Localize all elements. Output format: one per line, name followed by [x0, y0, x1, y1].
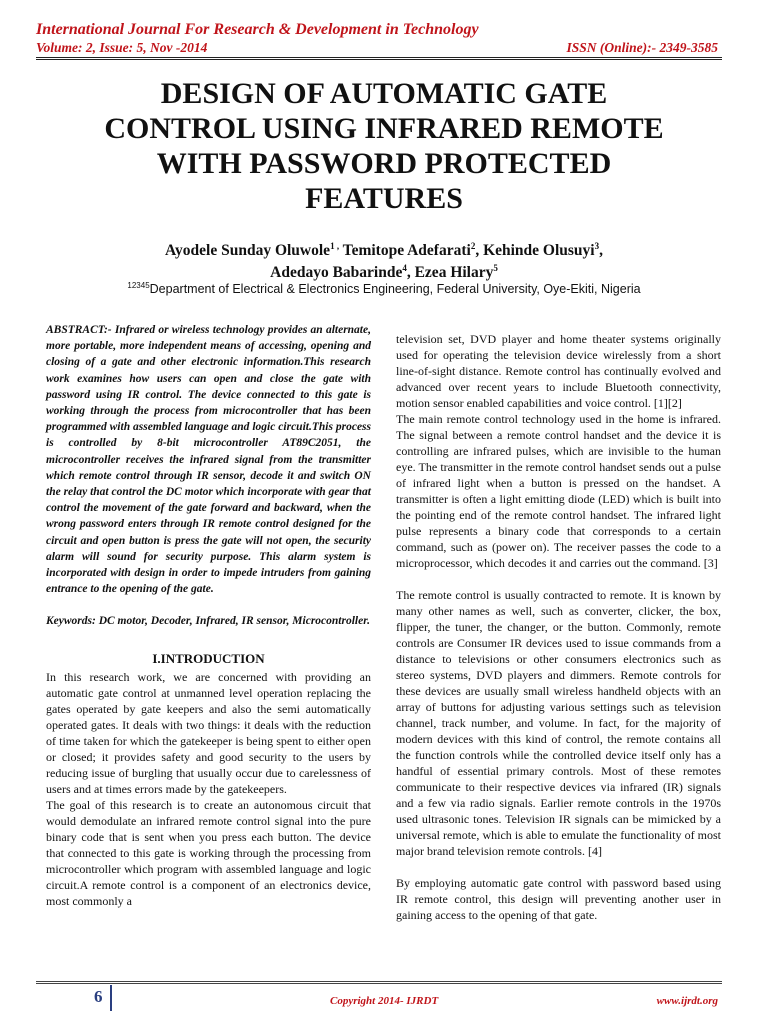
journal-name: International Journal For Research & Development in Technology: [36, 21, 479, 38]
paper-title: [60, 76, 708, 216]
header-divider: [36, 57, 722, 58]
affiliation-text: Department of Electrical & Electronics Engineering, Federal University, Oye-Ekiti, Nigeria: [149, 282, 641, 296]
issn: ISSN (Online):- 2349-3585: [566, 40, 718, 55]
author-separator: ,: [599, 242, 603, 259]
author-name: Temitope Adefarati: [339, 242, 471, 259]
author-affiliation-mark: 3: [594, 241, 600, 251]
page-number: 6: [94, 987, 103, 1006]
author-affiliation-mark: 5: [493, 263, 498, 273]
abstract: ABSTRACT:- Infrared or wireless technology provides an alternate, more portable, more independent means of accessing, opening and closing of a gate and other electronic information.This research work examines how users can open and close the gate with password using IR control. The device connected to this gate is working through the process from microcontroller that has been programmed with assembled language and logic circuit.This process is controlled by 8-bit microcontroller AT89C2051, the microcontroller receives the infrared signal from the transmitter which remote control through IR sensor, decode it and switch ON the relay that control the DC motor which incorporate with gear that control the movement of the gate forward and backward, when the wrong password enters through IR remote control designed for the circuit and open button is press the gate will not open, the security alarm will sound for security purpose. This alarm system is incorporated with design in order to impede intruders from gaining entrance to the opening of the gate.: [46, 324, 371, 596]
footer-divider-secondary: [36, 983, 722, 984]
keywords: Keywords: DC motor, Decoder, Infrared, IR sensor, Microcontroller.: [46, 615, 370, 628]
right-column: [396, 331, 721, 923]
volume-issue: Volume: 2, Issue: 5, Nov -2014: [36, 40, 208, 55]
body-paragraph: The main remote control technology used in the home is infrared. The signal between a remote control handset and the device it is controlling are infrared pulses, which are invisible to the human eye. The transmitter in the remote control handset sends out a pulse of infrared light when a button is pressed on the handset. A transmitter is often a light emitting diode (LED) which is built into the pointing end of the remote control handset. The infrared light pulse represents a binary code that corresponds to a certain command, such as (power on). The receiver passes the code to a microprocessor, which decodes it and carries out the command. [3]: [396, 412, 721, 570]
journal-website: www.ijrdt.org: [656, 995, 718, 1007]
body-paragraph: The remote control is usually contracted to remote. It is known by many other names as well, such as converter, clicker, the box, flipper, the tuner, the changer, or the button. Commonly, remote controls are Consumer IR devices used to issue commands from a distance to televisions or other consumers electronics such as stereo systems, DVD players and dimmers. Remote controls for these devices are usually small wireless handheld objects with an array of buttons for adjusting various settings such as television channel, track number, and volume. In fact, for the majority of modern devices with this kind of control, the remote contains all the function controls while the controlled device itself only has a handful of essential primary controls. Most of these remotes communicate to their respective devices via infrared (IR) signals and a few via radio signals. Earlier remote controls in the 1970s used ultrasonic tones. Television IR signals can be mimicked by a universal remote, which is able to emulate the functionality of most major brand television remote controls. [4]: [396, 588, 721, 858]
author-affiliation-mark: 1 ,: [330, 241, 340, 251]
body-paragraph: In this research work, we are concerned with providing an automatic gate control at unmanned level operation replacing the gates operated by gate keepers and also the semi automatically operated gates. It deals with two things: it deals with the reduction of time taken for which the gatekeeper is being spent to either open or closed; it provides safety and good security to the users by reducing issue of burgling that usually occur due to carelessness of users and at times errors made by the gatekeepers.: [46, 669, 371, 796]
affiliation: [60, 282, 708, 296]
author-name: , Kehinde Olusuyi: [475, 242, 595, 259]
affiliation-mark: 12345: [127, 281, 150, 290]
body-paragraph: The goal of this research is to create an autonomous circuit that would demodulate an infrared remote control signal into the pure binary code that is sent when you press each button. The device that connected to this gate is working through the processing from microcontroller which program with assembled language and logic circuit.A remote control is a component of an electronics device, most commonly a: [46, 797, 371, 908]
page-number-bar: [110, 985, 112, 1011]
copyright-notice: Copyright 2014- IJRDT: [330, 995, 439, 1007]
author-name: Adedayo Babarinde: [270, 264, 403, 281]
title-line: DESIGN OF AUTOMATIC GATE: [160, 77, 608, 110]
author-line-2: [60, 262, 708, 284]
footer-divider: [36, 981, 722, 982]
title-line: WITH PASSWORD PROTECTED: [156, 147, 612, 180]
author-affiliation-mark: 2: [470, 241, 476, 251]
author-name: , Ezea Hilary: [406, 264, 494, 281]
author-line-1: [60, 240, 708, 262]
author-affiliation-mark: 4: [402, 263, 407, 273]
author-name: Ayodele Sunday Oluwole: [164, 242, 331, 259]
header-divider-secondary: [36, 59, 722, 60]
section-heading: I.INTRODUCTION: [152, 650, 265, 666]
title-line: CONTROL USING INFRARED REMOTE: [104, 112, 664, 145]
author-list: [60, 240, 708, 284]
body-paragraph: By employing automatic gate control with password based using IR remote control, this design will preventing another user in gaining access to the opening of that gate.: [396, 876, 721, 922]
left-column: [46, 322, 371, 909]
body-paragraph: television set, DVD player and home theater systems originally used for operating the television device wirelessly from a short line-of-sight distance. Remote control has continually evolved and advanced over recent years to include Bluetooth connectivity, motion sensor enabled capabilities and voice control. [1][2]: [396, 332, 721, 410]
title-line: FEATURES: [305, 182, 463, 215]
